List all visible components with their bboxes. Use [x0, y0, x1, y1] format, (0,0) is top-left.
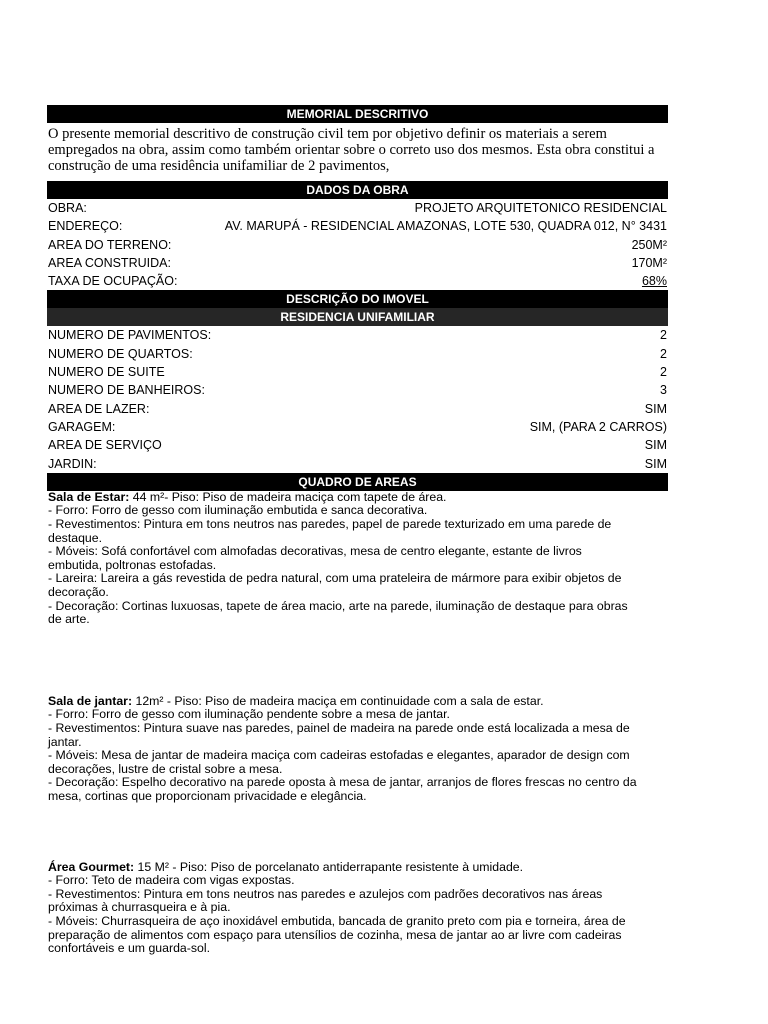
memorial-sheet	[47, 105, 668, 956]
table-row	[47, 418, 668, 436]
row-label: ENDEREÇO:	[48, 219, 123, 234]
table-row	[47, 199, 668, 217]
quadro-de-areas-list	[47, 491, 668, 956]
room-detail-line: - Revestimentos: Pintura em tons neutros nas paredes e azulejos com padrões decorativos nas áreas	[48, 886, 603, 901]
residencia-subheader: RESIDENCIA UNIFAMILIAR	[47, 308, 668, 326]
row-label: NUMERO DE QUARTOS:	[48, 346, 193, 361]
row-value: 2	[660, 346, 667, 361]
row-label: JARDIN:	[48, 456, 97, 471]
room-detail-line: - Decoração: Cortinas luxuosas, tapete de área macio, arte na parede, iluminação de destaque para obras	[48, 598, 628, 613]
descricao-table	[47, 326, 668, 472]
table-row	[47, 272, 668, 290]
row-label: NUMERO DE BANHEIROS:	[48, 383, 205, 398]
row-value: PROJETO ARQUITETONICO RESIDENCIAL	[414, 201, 667, 215]
room-detail-line: de arte.	[48, 612, 90, 627]
room-detail-line: - Móveis: Churrasqueira de aço inoxidável embutida, bancada de granito preto com pia e torneira, área de	[48, 913, 626, 928]
room-detail-line: - Móveis: Mesa de jantar de madeira maciça com cadeiras estofadas e elegantes, aparador de design com	[48, 748, 630, 763]
room-detail-line: destaque.	[48, 530, 103, 545]
room-title: Sala de Estar:	[48, 489, 130, 504]
room-detail-line: - Móveis: Sofá confortável com almofadas decorativas, mesa de centro elegante, estante de livros	[48, 544, 582, 559]
table-row	[47, 326, 668, 344]
row-value: 2	[660, 365, 667, 380]
row-value: 68%	[641, 274, 667, 289]
row-value: SIM, (PARA 2 CARROS)	[529, 419, 667, 434]
room-detail-line: confortáveis e um guarda-sol.	[48, 941, 210, 956]
quadro-de-areas-header: QUADRO DE AREAS	[47, 473, 668, 491]
table-row	[47, 217, 668, 235]
row-value: SIM	[644, 438, 667, 453]
room-detail-line: - Decoração: Espelho decorativo na parede oposta à mesa de jantar, arranjos de flores frescas no centro da	[48, 775, 637, 790]
table-row	[47, 455, 668, 473]
room-detail-line: embutida, poltronas estofadas.	[48, 557, 217, 572]
room-detail-line: decorações, lustre de cristal sobre a mesa.	[48, 761, 283, 776]
row-value: 2	[660, 328, 667, 343]
room-detail-line: - Forro: Forro de gesso com iluminação embutida e sanca decorativa.	[48, 503, 428, 518]
room-description	[48, 695, 667, 804]
room-detail-line: mesa, cortinas que proporcionam privacidade e elegância.	[48, 788, 367, 803]
table-row	[47, 400, 668, 418]
table-row	[47, 381, 668, 399]
room-detail-line: próximas à churrasqueira e à pia.	[48, 900, 231, 915]
table-row	[47, 254, 668, 272]
room-detail-line: - Forro: Teto de madeira com vigas expostas.	[48, 873, 295, 888]
table-row	[47, 363, 668, 381]
room-detail-line: - Lareira: Lareira a gás revestida de pedra natural, com uma prateleira de mármore para exibir objetos de	[48, 571, 622, 586]
row-label: AREA CONSTRUIDA:	[48, 255, 171, 270]
room-detail-line: - Revestimentos: Pintura suave nas paredes, painel de madeira na parede onde está localizada a mesa de	[48, 720, 630, 735]
row-label: GARAGEM:	[48, 419, 116, 434]
dados-da-obra-table	[47, 199, 668, 290]
table-row	[47, 436, 668, 454]
room-title: Sala de jantar:	[48, 693, 133, 708]
room-detail-line: decoração.	[48, 585, 109, 600]
descricao-header: DESCRIÇÃO DO IMOVEL	[47, 290, 668, 308]
room-detail-line: - Forro: Forro de gesso com iluminação pendente sobre a mesa de jantar.	[48, 707, 450, 722]
room-first-line	[48, 491, 667, 505]
table-row	[47, 236, 668, 254]
row-value: AV. MARUPÁ - RESIDENCIAL AMAZONAS, LOTE 530, QUADRA 012, N° 3431	[224, 219, 667, 234]
room-first-line	[48, 861, 667, 875]
memorial-title: MEMORIAL DESCRITIVO	[47, 105, 668, 123]
row-label: AREA DO TERRENO:	[48, 237, 172, 252]
room-summary: 12m² - Piso: Piso de madeira maciça em continuidade com a sala de estar.	[132, 693, 544, 708]
row-label: TAXA DE OCUPAÇÃO:	[48, 274, 178, 289]
room-first-line	[48, 695, 667, 709]
room-description	[48, 861, 667, 956]
row-label: AREA DE SERVIÇO	[48, 438, 162, 453]
row-value: SIM	[644, 456, 667, 471]
dados-da-obra-header: DADOS DA OBRA	[47, 181, 668, 199]
intro-paragraph: O presente memorial descritivo de construção civil tem por objetivo definir os materiais a serem empregados na obra, assim como também orientar sobre o correto uso dos mesmos. Esta obra constitui a construção de uma residência unifamiliar de 2 pavimentos,	[48, 126, 655, 174]
row-value: 170M²	[631, 255, 667, 270]
table-row	[47, 345, 668, 363]
room-description	[48, 491, 667, 627]
row-label: AREA DE LAZER:	[48, 401, 150, 416]
room-detail-line: preparação de alimentos com espaço para utensílios de cozinha, mesa de jantar ao ar livre com cadeiras	[48, 927, 622, 942]
room-detail-line: - Revestimentos: Pintura em tons neutros nas paredes, papel de parede texturizado em uma parede de	[48, 517, 612, 532]
row-label: NUMERO DE PAVIMENTOS:	[48, 328, 212, 343]
row-value: 250M²	[631, 237, 667, 252]
room-summary: 44 m²- Piso: Piso de madeira maciça com tapete de área.	[129, 489, 447, 504]
room-title: Área Gourmet:	[48, 859, 135, 874]
row-label: OBRA:	[48, 201, 87, 215]
room-detail-line: jantar.	[48, 734, 82, 749]
row-label: NUMERO DE SUITE	[48, 365, 165, 380]
room-summary: 15 M² - Piso: Piso de porcelanato antiderrapante resistente à umidade.	[134, 859, 524, 874]
row-value: 3	[660, 383, 667, 398]
row-value: SIM	[644, 401, 667, 416]
